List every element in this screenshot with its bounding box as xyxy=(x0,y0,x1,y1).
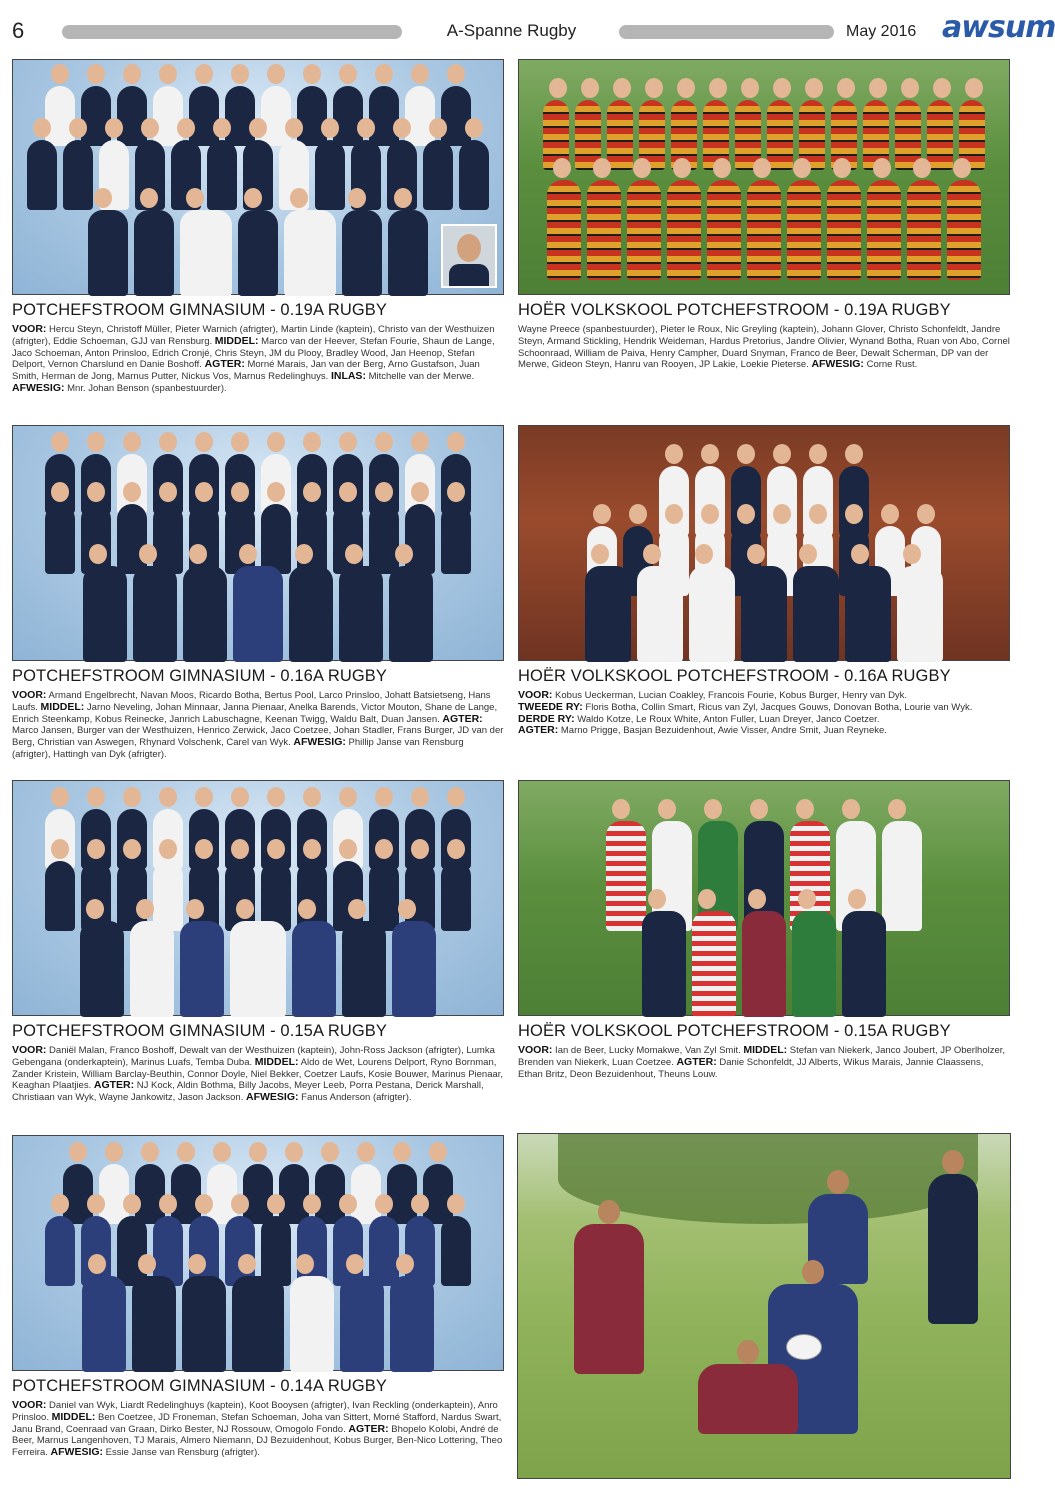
caption-label-afwesig: AFWESIG: xyxy=(246,1091,299,1104)
issue-date: May 2016 xyxy=(846,23,917,40)
caption-text: Wayne Preece (spanbestuurder), Pieter le Roux, Nic Greyling (kaptein), Johann Glover, Christo Schonfeldt, Jandre Steyn, Armand Stickling, Hendrik Weideman, Hardus Pretorius, Jandre Olivier, Wynand Botha, Ruan von Abo, Cornel Schoonraad, William de Paiva, Henry Campher, Duard Snyman, Franco de Beer, Dewalt Scherman, DP van der Merwe, Gideon Steyn, Hanru van Rooyen, JP Lakie, Loekie Pieterse. xyxy=(518,324,1010,371)
caption-label-voor: VOOR: xyxy=(12,323,47,335)
caption-label-afwesig: AFWESIG: xyxy=(50,1446,104,1459)
team-heading: HOËR VOLKSKOOL POTCHEFSTROOM - 0.16A RUGBY xyxy=(518,667,951,685)
caption-text: Phillip Janse van Rensburg (afrigter), Hattingh van Dyk (afrigter). xyxy=(12,737,464,760)
page-header xyxy=(0,0,1055,56)
caption-text: Mnr. Johan Benson (spanbestuurder). xyxy=(64,382,227,394)
caption-text: Morné Marais, Jan van der Berg, Arno Gustafson, Juan Smith, Herman de Jong, Marnus Putter, Nickus Vos, Marnus Redelinghuys. xyxy=(12,359,480,383)
tree-canopy xyxy=(558,1134,978,1224)
caption-label-agter: AGTER: xyxy=(93,1079,135,1092)
caption-text: Kobus Ueckerman, Lucian Coakley, Francois Fourie, Kobus Burger, Henry van Dyk. xyxy=(552,690,908,701)
team-heading: HOËR VOLKSKOOL POTCHEFSTROOM - 0.15A RUGBY xyxy=(518,1022,951,1040)
team-caption xyxy=(12,1045,504,1104)
caption-text: Daniël Malan, Franco Boshoff, Dewalt van der Westhuizen (kaptein), John-Ross Jackson (afrigter), Lumka Gebengana (onderkaptein), Marinus Luafs, Temba Duba. xyxy=(12,1045,495,1068)
team-block-hvp-019 xyxy=(518,59,1010,371)
page-number: 6 xyxy=(12,18,25,43)
publication-logo: awsum xyxy=(942,10,1055,45)
team-photo xyxy=(12,780,504,1016)
caption-text: Essie Janse van Rensburg (afrigter). xyxy=(103,1447,260,1459)
caption-label-inlas: INLAS: xyxy=(330,370,366,383)
spectator xyxy=(928,1174,978,1324)
team-photo xyxy=(518,780,1010,1016)
team-block-gim-016 xyxy=(12,425,504,761)
rugby-ball-icon xyxy=(786,1334,822,1360)
team-caption xyxy=(518,1045,1010,1080)
player-maroon-tackling xyxy=(698,1364,798,1434)
player-maroon-running xyxy=(574,1224,644,1374)
caption-text: NJ Kock, Aldin Bothma, Billy Jacobs, Meyer Leeb, Porra Pestana, Derick Marshall, Christiaan van Wyk, Wayne Jankowitz, Jason Jackson. xyxy=(12,1080,484,1104)
caption-label-voor: VOOR: xyxy=(518,1044,553,1056)
match-action-photo xyxy=(517,1133,1011,1479)
caption-label-voor: VOOR: xyxy=(518,689,553,701)
team-caption xyxy=(12,324,504,395)
caption-label-voor: VOOR: xyxy=(12,689,47,701)
team-block-gim-014 xyxy=(12,1135,504,1459)
caption-label-middel: MIDDEL: xyxy=(40,700,85,713)
team-heading: POTCHEFSTROOM GIMNASIUM - 0.16A RUGBY xyxy=(12,667,387,685)
caption-label-derde-ry: DERDE RY: xyxy=(518,712,575,725)
caption-label-middel: MIDDEL: xyxy=(214,334,259,347)
caption-text: Hercu Steyn, Christoff Müller, Pieter Warnich (afrigter), Martin Linde (kaptein), Christo van der Westhuizen (afrigter), Eddie Schoeman, GJJ van Rensburg. xyxy=(12,324,495,347)
header-divider-left xyxy=(62,25,402,39)
caption-text: Ben Coetzee, JD Froneman, Stefan Schoeman, Joha van Sittert, Morné Stafford, Nardus Swart, Janu Brand, Coenraad van Graan, Dirko Bester, NJ Rossouw, Omogolo Fondo. xyxy=(12,1411,502,1435)
team-heading: POTCHEFSTROOM GIMNASIUM - 0.15A RUGBY xyxy=(12,1022,387,1040)
caption-label-afwesig: AFWESIG: xyxy=(811,358,864,371)
caption-text: Floris Botha, Collin Smart, Ricus van Zyl, Jacques Gouws, Donovan Botha, Lourie van Wyk. xyxy=(582,701,973,713)
caption-text: Marco Jansen, Burger van der Westhuizen, Henrico Zerwick, Jaco Coetzee, Johan Stadler, Frans Burger, JD van der Berg, Christian van Aswegen, Rhynard Volschenk, Carel van Wyk. xyxy=(12,725,504,749)
team-block-hvp-015 xyxy=(518,780,1010,1080)
team-photo xyxy=(518,425,1010,661)
caption-label-voor: VOOR: xyxy=(12,1044,47,1056)
caption-label-middel: MIDDEL: xyxy=(254,1055,299,1068)
caption-text: Stefan van Niekerk, Janco Joubert, JP Oberlholzer, Brenden van Niekerk, Luan Coetzee. xyxy=(518,1045,1006,1068)
caption-text: Danie Schonfeldt, JJ Alberts, Wikus Marais, Jannie Claassens, Ethan Britz, Deon Bezuidenhout, Theuns Louw. xyxy=(518,1056,984,1080)
caption-label-agter: AGTER: xyxy=(348,1422,389,1435)
team-photo xyxy=(12,1135,504,1371)
team-photo xyxy=(12,59,504,295)
inset-portrait xyxy=(441,224,497,288)
caption-label-agter: AGTER: xyxy=(204,358,245,371)
team-block-gim-015 xyxy=(12,780,504,1104)
caption-text: Aldo de Wet, Lourens Delport, Ryno Bornman, Zander Kristein, William Barclay-Beuthin, Connor Doyle, Niel Bekker, Coetzer Laufs, Kosie Bouwer, Marinus Pienaar, Keaghan Plaatjies. xyxy=(12,1056,504,1092)
caption-text: Fanus Anderson (afrigter). xyxy=(298,1092,412,1104)
caption-label-voor: VOOR: xyxy=(12,1399,47,1411)
caption-text: Jarno Neveling, Johan Minnaar, Janna Pienaar, Anelka Barends, Victor Mouton, Shane de Lange, Enrich Steenkamp, Kobus Reinecke, Janrich Labuschagne, Keenan Twigg, Waldu Balt, Duan Jansen. xyxy=(12,701,498,725)
team-caption xyxy=(518,690,1010,737)
team-caption xyxy=(12,1400,504,1459)
caption-text: Mitchelle van der Merwe. xyxy=(365,371,475,383)
team-photo xyxy=(518,59,1010,295)
caption-label-tweede-ry: TWEEDE RY: xyxy=(518,700,583,713)
caption-label-afwesig: AFWESIG: xyxy=(293,736,346,749)
caption-text: Ian de Beer, Lucky Momakwe, Van Zyl Smit. xyxy=(552,1045,744,1056)
caption-text: Armand Engelbrecht, Navan Moos, Ricardo Botha, Bertus Pool, Larco Prinsloo, Johatt Batsietseng, Hans Laufs. xyxy=(12,690,491,713)
caption-label-middel: MIDDEL: xyxy=(51,1410,96,1423)
caption-label-agter: AGTER: xyxy=(676,1055,717,1068)
team-heading: POTCHEFSTROOM GIMNASIUM - 0.19A RUGBY xyxy=(12,301,387,319)
header-divider-right xyxy=(619,25,834,39)
team-caption xyxy=(518,324,1010,371)
caption-text: Bhopelo Kolobi, André de Beer, Marnus Langenhoven, TJ Marais, Almero Niemann, DJ Bezuidenhout, Kobus Burger, Ben-Nico Lottering, Theo Ferreira. xyxy=(12,1423,503,1459)
caption-text: Daniel van Wyk, Liardt Redelinghuys (kaptein), Koot Booysen (afrigter), Ivan Reckling (onderkaptein), Anro Prinsloo. xyxy=(12,1400,498,1423)
caption-label-agter: AGTER: xyxy=(518,724,559,737)
team-heading: POTCHEFSTROOM GIMNASIUM - 0.14A RUGBY xyxy=(12,1377,387,1395)
team-caption xyxy=(12,690,504,761)
section-title: A-Spanne Rugby xyxy=(446,21,577,40)
caption-label-middel: MIDDEL: xyxy=(743,1044,788,1056)
team-photo xyxy=(12,425,504,661)
caption-text: Marno Prigge, Basjan Bezuidenhout, Awie Visser, Andre Smit, Juan Reyneke. xyxy=(558,725,887,737)
caption-label-afwesig: AFWESIG: xyxy=(12,381,65,394)
caption-text: Waldo Kotze, Le Roux White, Anton Fuller, Luan Dreyer, Janco Coetzer. xyxy=(574,713,880,725)
caption-label-agter: AGTER: xyxy=(442,712,483,725)
team-block-hvp-016 xyxy=(518,425,1010,737)
caption-text: Corne Rust. xyxy=(863,359,918,371)
team-heading: HOËR VOLKSKOOL POTCHEFSTROOM - 0.19A RUGBY xyxy=(518,301,951,319)
caption-text: Marco van der Heever, Stefan Fourie, Shaun de Lange, Jaco Schoeman, Anton Prinsloo, Edrich Cronjé, Chris Steyn, JM du Plooy, Bradley Wood, Jan Heenop, Stefan Delport, Vernon Charslund en Danie Boshoff. xyxy=(12,335,495,371)
team-block-gim-019 xyxy=(12,59,504,395)
